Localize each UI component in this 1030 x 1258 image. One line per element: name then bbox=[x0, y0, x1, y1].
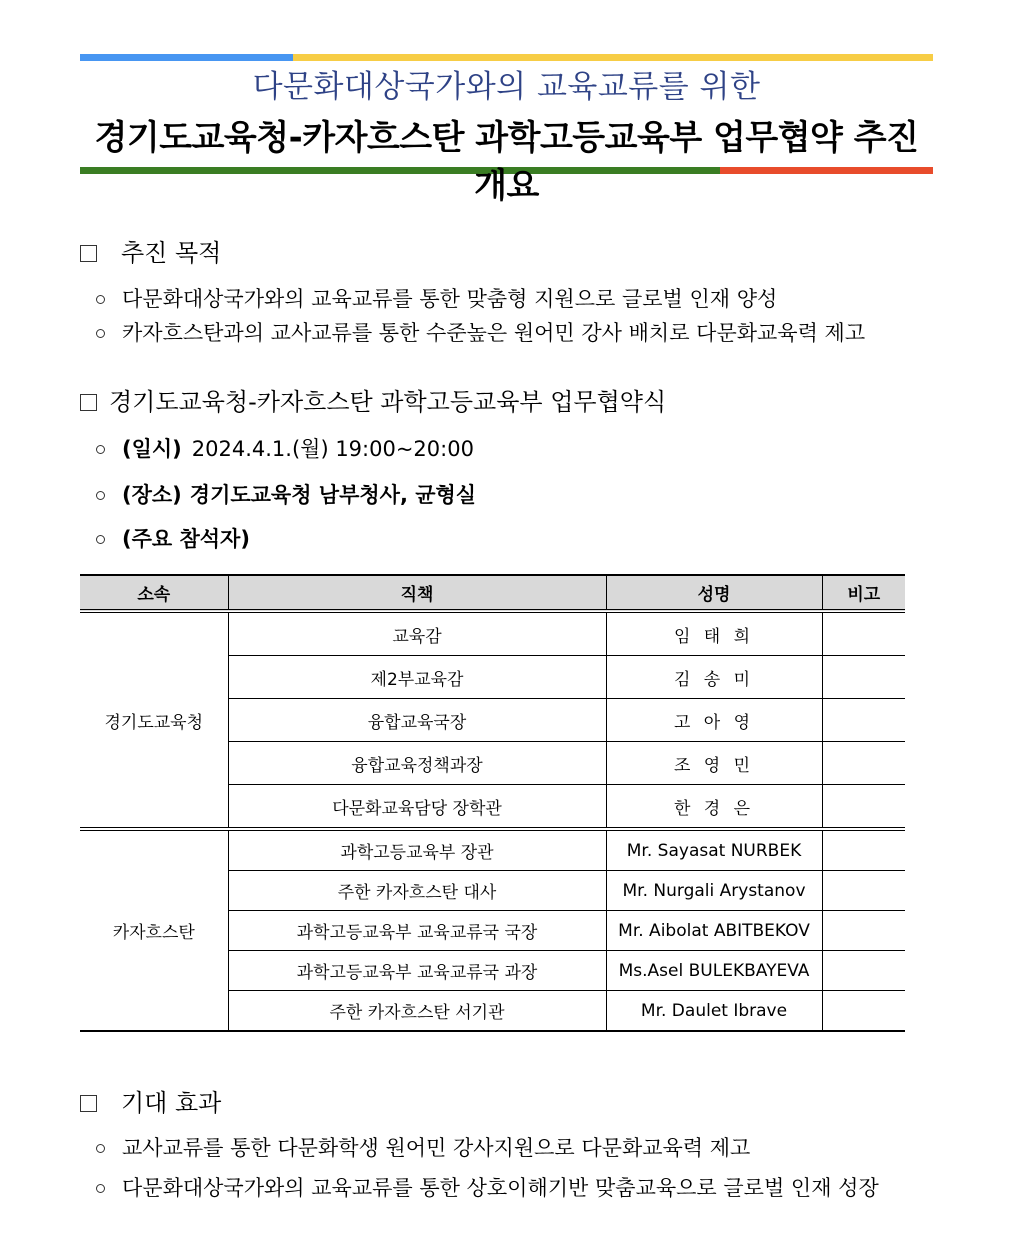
note-cell bbox=[822, 699, 905, 742]
section-heading-ceremony bbox=[80, 386, 666, 418]
name-cell: Mr. Daulet Ibrave bbox=[606, 991, 822, 1032]
position-cell: 교육감 bbox=[228, 611, 606, 656]
list-item-text: 다문화대상국가와의 교육교류를 통한 상호이해기반 맞춤교육으로 글로벌 인재 성장 bbox=[122, 1176, 879, 1200]
header-position: 직책 bbox=[228, 575, 606, 611]
position-cell: 융합교육국장 bbox=[228, 699, 606, 742]
header-note: 비고 bbox=[822, 575, 905, 611]
name-cell: 고 아 영 bbox=[606, 699, 822, 742]
note-cell bbox=[822, 656, 905, 699]
top-bar-yellow bbox=[293, 54, 933, 61]
list-item-text: 카자흐스탄과의 교사교류를 통한 수준높은 원어민 강사 배치로 다문화교육력 제고 bbox=[122, 321, 866, 345]
list-item bbox=[96, 318, 865, 348]
table-header-row bbox=[80, 575, 905, 611]
list-item bbox=[96, 1133, 750, 1163]
section-heading-purpose bbox=[80, 237, 221, 269]
section-heading-text: 추진 목적 bbox=[121, 239, 222, 267]
name-cell: 김 송 미 bbox=[606, 656, 822, 699]
place-label: (장소) bbox=[122, 483, 182, 507]
position-cell: 다문화교육담당 장학관 bbox=[228, 785, 606, 830]
note-cell bbox=[822, 991, 905, 1032]
table-row bbox=[80, 611, 905, 656]
circle-bullet-icon bbox=[96, 1144, 105, 1153]
note-cell bbox=[822, 871, 905, 911]
position-cell: 주한 카자흐스탄 대사 bbox=[228, 871, 606, 911]
list-item bbox=[96, 284, 777, 314]
header-org: 소속 bbox=[80, 575, 228, 611]
list-item-attendees bbox=[96, 524, 250, 554]
note-cell bbox=[822, 911, 905, 951]
section-heading-text: 경기도교육청-카자흐스탄 과학고등교육부 업무협약식 bbox=[109, 388, 667, 416]
note-cell bbox=[822, 742, 905, 785]
position-cell: 제2부교육감 bbox=[228, 656, 606, 699]
attendees-label: (주요 참석자) bbox=[122, 527, 250, 551]
note-cell bbox=[822, 951, 905, 991]
name-cell: Mr. Aibolat ABITBEKOV bbox=[606, 911, 822, 951]
square-bullet-icon bbox=[80, 1095, 97, 1112]
position-cell: 과학고등교육부 교육교류국 국장 bbox=[228, 911, 606, 951]
date-label: (일시) bbox=[122, 437, 182, 461]
square-bullet-icon bbox=[80, 394, 97, 411]
section-heading-text: 기대 효과 bbox=[121, 1089, 222, 1117]
name-cell: Ms.Asel BULEKBAYEVA bbox=[606, 951, 822, 991]
place-value: 경기도교육청 남부청사, 균형실 bbox=[189, 483, 477, 507]
document-title: 경기도교육청-카자흐스탄 과학고등교육부 업무협약 추진 개요 bbox=[94, 118, 919, 206]
position-cell: 주한 카자흐스탄 서기관 bbox=[228, 991, 606, 1032]
list-item-date bbox=[96, 434, 474, 464]
org-cell: 카자흐스탄 bbox=[80, 829, 228, 1031]
circle-bullet-icon bbox=[96, 1184, 105, 1193]
circle-bullet-icon bbox=[96, 445, 105, 454]
position-cell: 과학고등교육부 장관 bbox=[228, 829, 606, 871]
note-cell bbox=[822, 829, 905, 871]
note-cell bbox=[822, 785, 905, 830]
list-item bbox=[96, 1173, 879, 1203]
date-value: 2024.4.1.(월) 19:00~20:00 bbox=[191, 437, 474, 461]
list-item-text: 다문화대상국가와의 교육교류를 통한 맞춤형 지원으로 글로벌 인재 양성 bbox=[122, 287, 778, 311]
section-heading-effects bbox=[80, 1087, 221, 1119]
header-name: 성명 bbox=[606, 575, 822, 611]
name-cell: Mr. Sayasat NURBEK bbox=[606, 829, 822, 871]
list-item-text: 교사교류를 통한 다문화학생 원어민 강사지원으로 다문화교육력 제고 bbox=[122, 1136, 751, 1160]
circle-bullet-icon bbox=[96, 535, 105, 544]
name-cell: 임 태 희 bbox=[606, 611, 822, 656]
attendees-table bbox=[80, 574, 905, 1032]
note-cell bbox=[822, 611, 905, 656]
name-cell: Mr. Nurgali Arystanov bbox=[606, 871, 822, 911]
org-cell: 경기도교육청 bbox=[80, 611, 228, 829]
table-row bbox=[80, 829, 905, 871]
circle-bullet-icon bbox=[96, 295, 105, 304]
square-bullet-icon bbox=[80, 245, 97, 262]
circle-bullet-icon bbox=[96, 329, 105, 338]
name-cell: 조 영 민 bbox=[606, 742, 822, 785]
document-subtitle: 다문화대상국가와의 교육교류를 위한 bbox=[252, 69, 761, 105]
circle-bullet-icon bbox=[96, 491, 105, 500]
position-cell: 융합교육정책과장 bbox=[228, 742, 606, 785]
top-bar-blue bbox=[80, 54, 293, 61]
name-cell: 한 경 은 bbox=[606, 785, 822, 830]
position-cell: 과학고등교육부 교육교류국 과장 bbox=[228, 951, 606, 991]
list-item-place bbox=[96, 480, 476, 510]
